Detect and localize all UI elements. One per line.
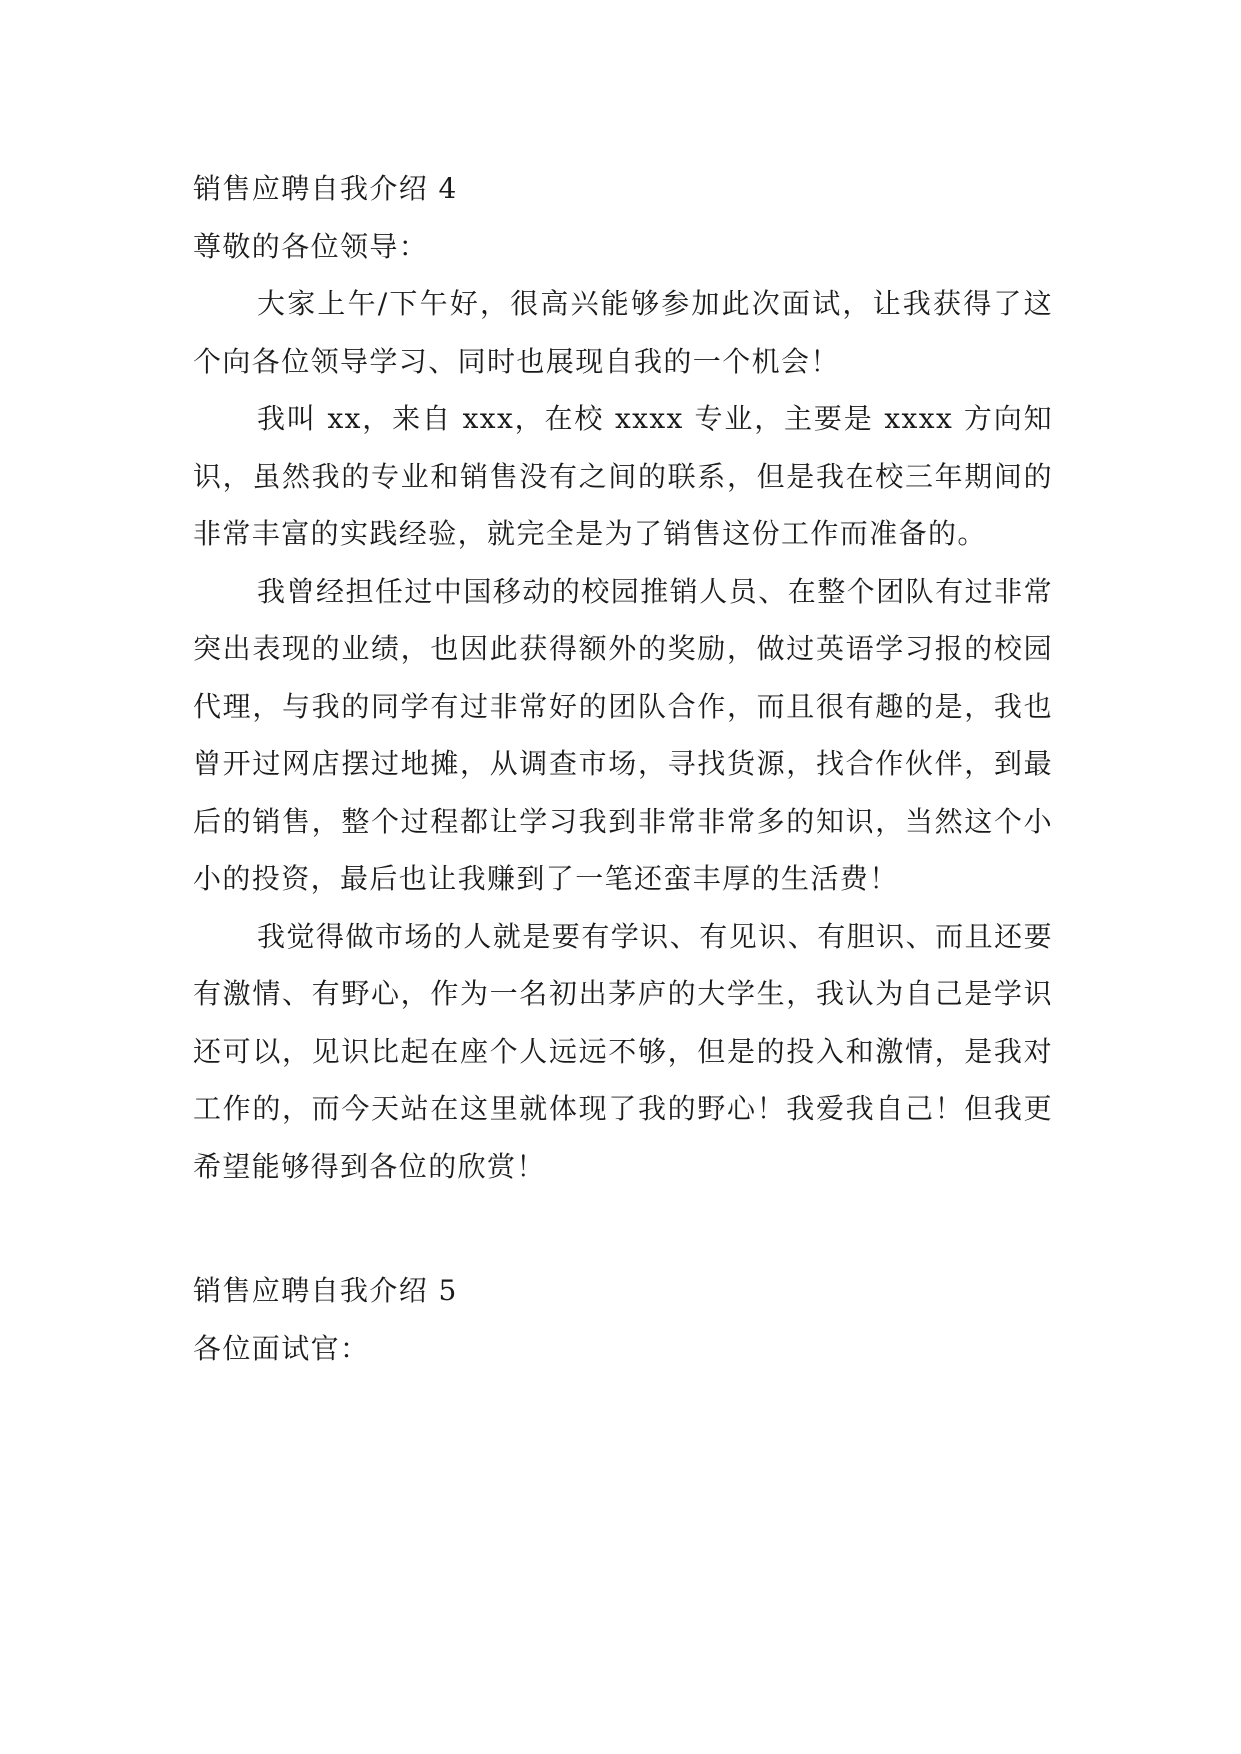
body-paragraph: 我觉得做市场的人就是要有学识、有见识、有胆识、而且还要有激情、有野心，作为一名初出茅庐的大学生，我认为自己是学识还可以，见识比起在座个人远远不够，但是的投入和激情，是我对工作的，而今天站在这里就体现了我的野心！我爱我自己！但我更希望能够得到各位的欣赏！ xyxy=(193,919,1053,1183)
section-5-salutation: 各位面试官： xyxy=(193,1331,370,1365)
section-4-salutation: 尊敬的各位领导： xyxy=(193,229,429,263)
section-4-body xyxy=(193,275,1053,1195)
body-paragraph: 我曾经担任过中国移动的校园推销人员、在整个团队有过非常突出表现的业绩，也因此获得额外的奖励，做过英语学习报的校园代理，与我的同学有过非常好的团队合作，而且很有趣的是，我也曾开过网店摆过地摊，从调查市场，寻找货源，找合作伙伴，到最后的销售，整个过程都让学习我到非常非常多的知识，当然这个小小的投资，最后也让我赚到了一笔还蛮丰厚的生活费！ xyxy=(193,574,1053,895)
body-paragraph: 我叫 xx，来自 xxx，在校 xxxx 专业，主要是 xxxx 方向知识，虽然我的专业和销售没有之间的联系，但是我在校三年期间的非常丰富的实践经验，就完全是为了销售这份工作而准备的。 xyxy=(193,402,1053,550)
document-page xyxy=(193,160,1053,1377)
section-5-title: 销售应聘自我介绍 5 xyxy=(193,1274,458,1307)
body-paragraph: 大家上午/下午好，很高兴能够参加此次面试，让我获得了这个向各位领导学习、同时也展现自我的一个机会！ xyxy=(193,287,1053,378)
section-4-title: 销售应聘自我介绍 4 xyxy=(193,172,458,205)
section-spacer xyxy=(193,1195,1053,1262)
